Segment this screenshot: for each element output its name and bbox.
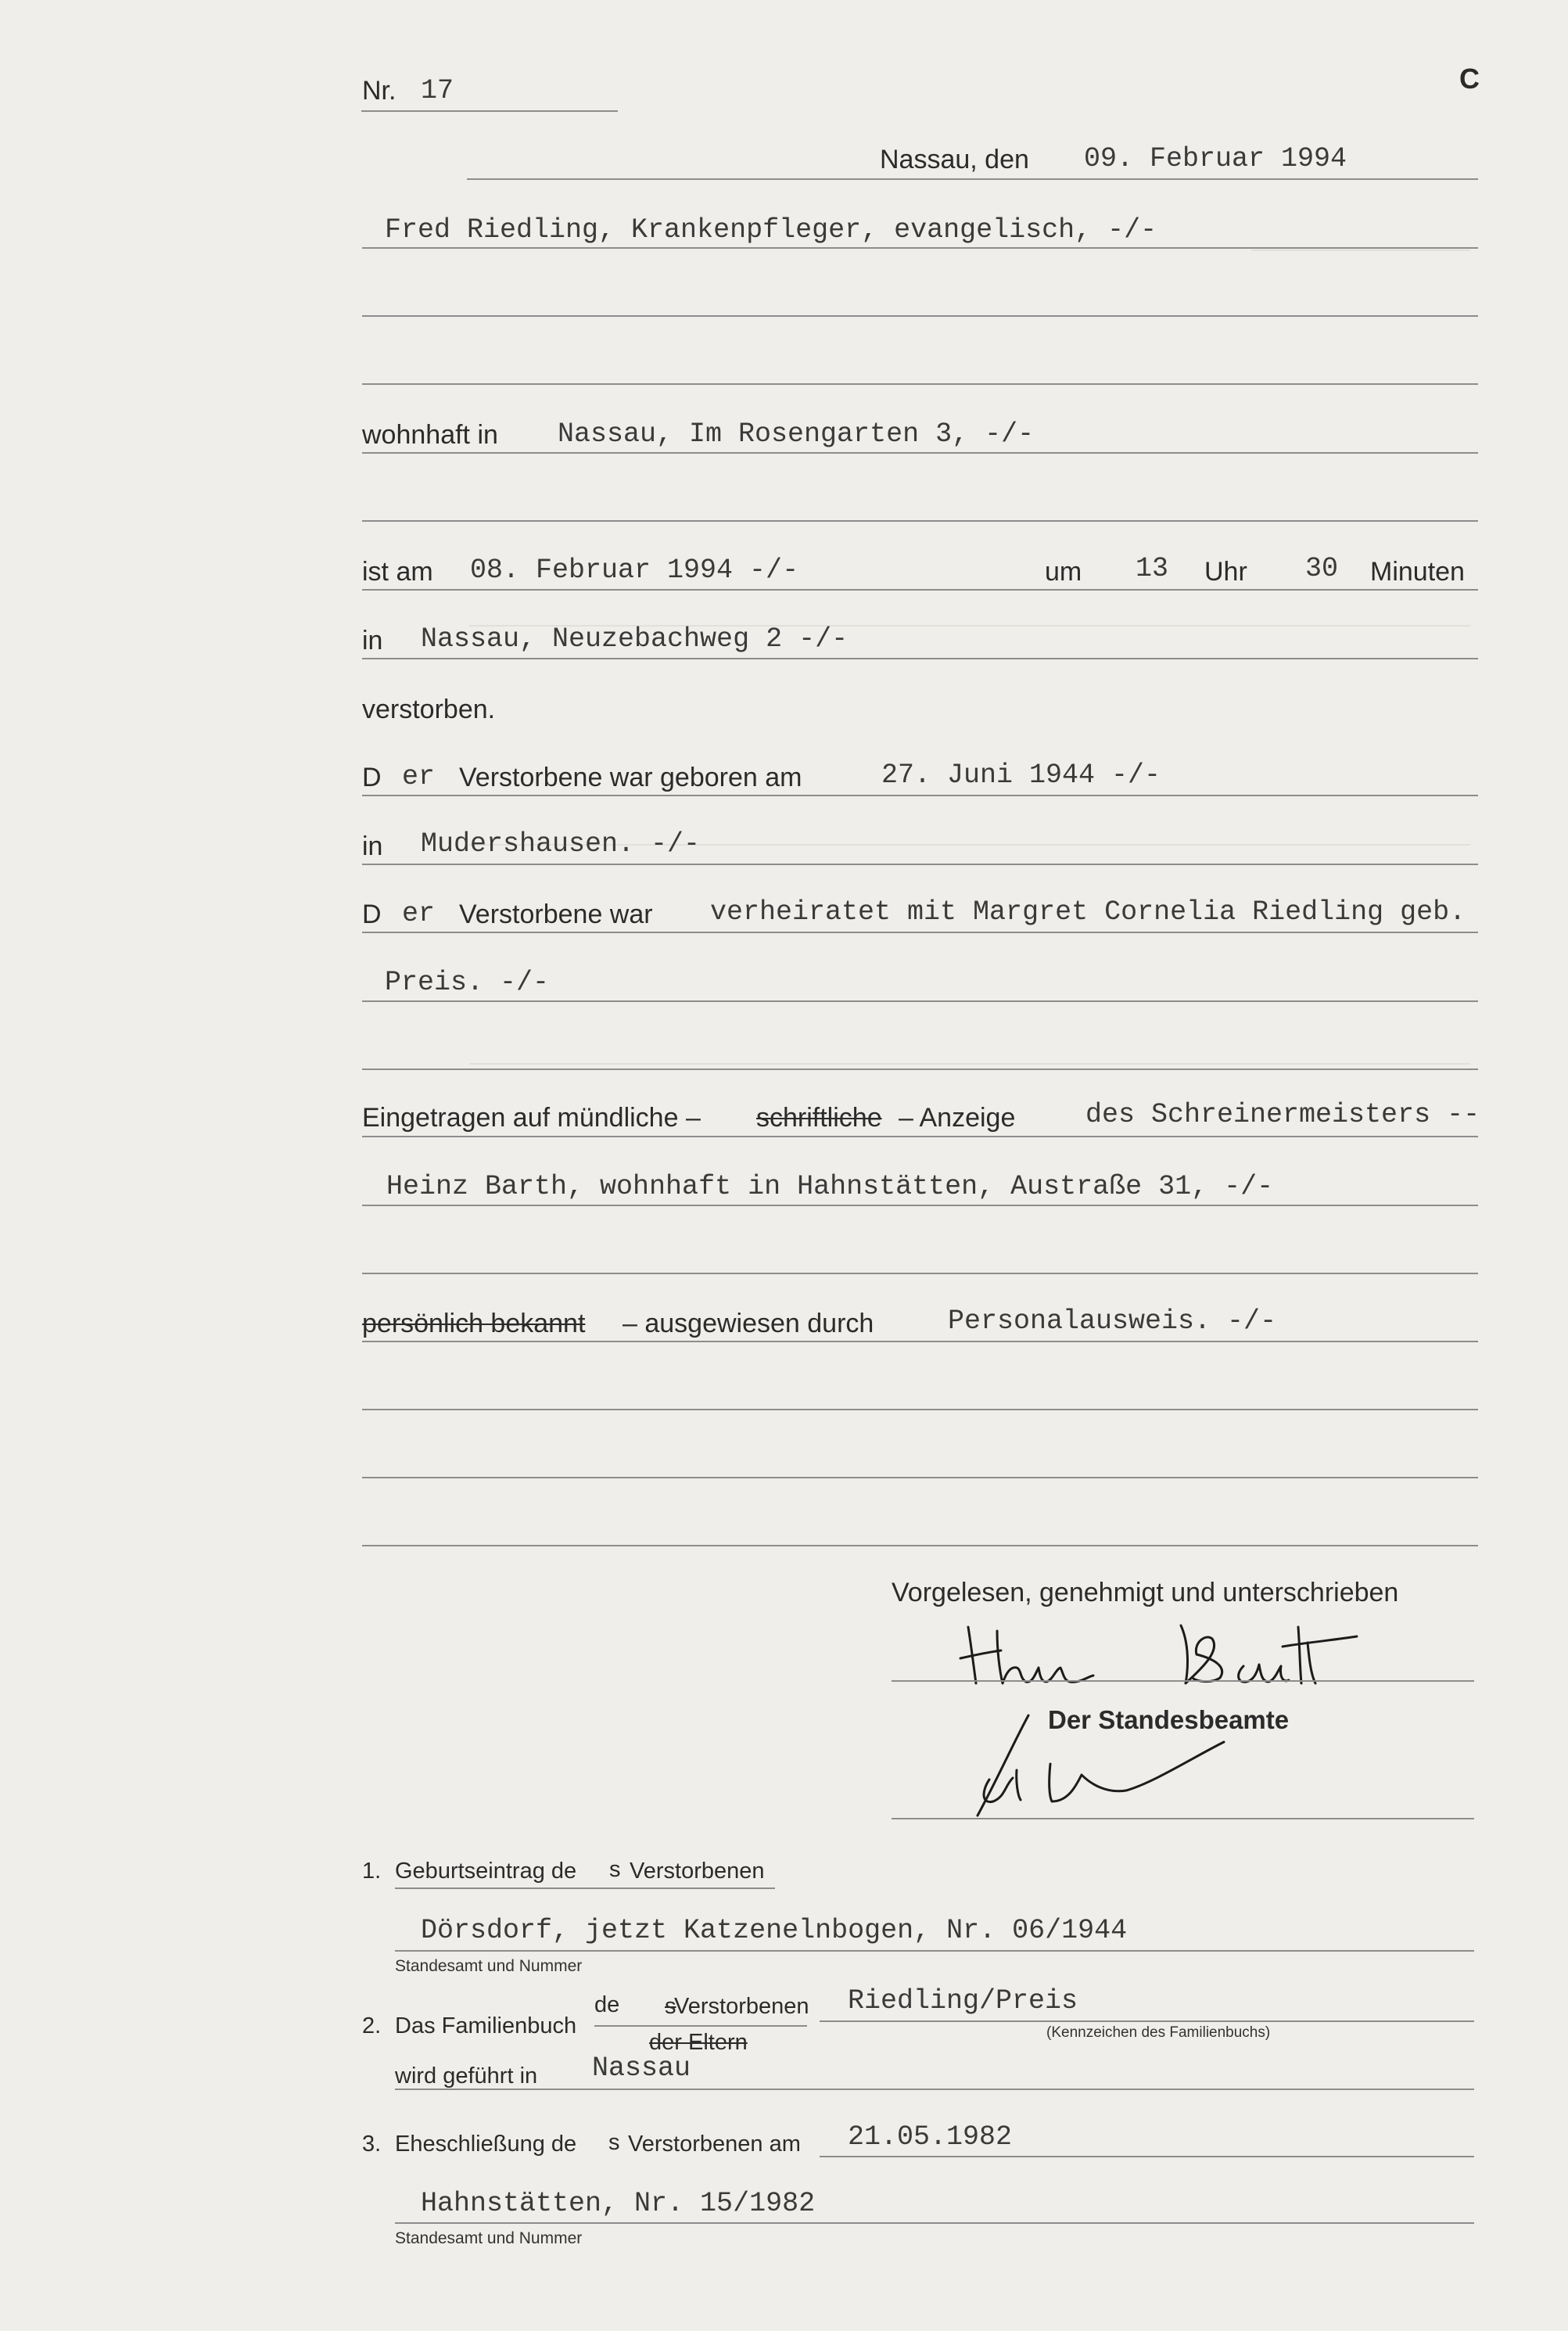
note1-number: 1.	[362, 1859, 382, 1884]
note2-de: de	[594, 1992, 620, 2017]
residence-label: wohnhaft in	[362, 420, 498, 450]
death-place-value: Nassau, Neuzebachweg 2 -/-	[421, 623, 849, 655]
declarant-signature	[954, 1611, 1361, 1697]
note3-label: Eheschließung de	[395, 2132, 577, 2157]
note1-value: Dörsdorf, jetzt Katzenelnbogen, Nr. 06/1944	[421, 1915, 1128, 1946]
note3-date-line	[820, 2156, 1474, 2157]
residence-line-2	[362, 520, 1478, 522]
um-label: um	[1045, 557, 1082, 587]
declarant-line-1	[362, 247, 1478, 249]
birth-label: Verstorbene war geboren am	[459, 763, 802, 792]
note1-s: s	[609, 1857, 621, 1882]
note3-date: 21.05.1982	[848, 2121, 1013, 2153]
residence-value: Nassau, Im Rosengarten 3, -/-	[558, 418, 1035, 450]
nr-label: Nr.	[362, 76, 396, 106]
death-place-label: in	[362, 626, 383, 655]
registration-label-struck: schriftliche	[756, 1103, 882, 1133]
note2-bracket-line	[594, 2025, 807, 2027]
birth-prefix-d: D	[362, 763, 382, 792]
note3-value-line	[395, 2222, 1474, 2224]
note3-suffix: Verstorbenen am	[628, 2132, 801, 2157]
id-value: Personalausweis. -/-	[948, 1306, 1277, 1337]
note3-value: Hahnstätten, Nr. 15/1982	[421, 2188, 816, 2219]
place-date-label: Nassau, den	[880, 145, 1029, 174]
minuten-label: Minuten	[1370, 557, 1465, 587]
death-date-line	[362, 589, 1478, 591]
note2-opt1: Verstorbenen	[674, 1994, 809, 2019]
birth-place-line	[362, 864, 1478, 865]
registrar-signature-line	[892, 1818, 1474, 1819]
declarant-signature-line	[892, 1680, 1474, 1682]
birth-prefix-er: er	[402, 761, 436, 792]
sheet-letter: C	[1459, 63, 1480, 95]
note2-number: 2.	[362, 2013, 382, 2038]
declarant-line: Fred Riedling, Krankenpfleger, evangelisch, -/-	[385, 214, 1157, 246]
death-date-value: 08. Februar 1994 -/-	[470, 555, 799, 586]
note2-opt2: der Eltern	[649, 2030, 748, 2055]
blank-line-1	[362, 1409, 1478, 1410]
show-through-lines	[469, 141, 1486, 1314]
uhr-label: Uhr	[1204, 557, 1247, 587]
note1-caption: Standesamt und Nummer	[395, 1957, 583, 1975]
note2-label: Das Familienbuch	[395, 2013, 577, 2038]
note2-kept-label: wird geführt in	[395, 2063, 538, 2089]
note1-suffix: Verstorbenen	[630, 1859, 765, 1884]
note2-value: Riedling/Preis	[848, 1985, 1078, 2017]
blank-line-2	[362, 1477, 1478, 1478]
note1-label: Geburtseintrag de	[395, 1859, 577, 1884]
nr-value: 17	[421, 75, 454, 106]
registration-line-3	[362, 1273, 1478, 1274]
note2-kept-value: Nassau	[592, 2053, 691, 2084]
note2-kept-line	[395, 2089, 1474, 2090]
registrar-title: Der Standesbeamte	[1048, 1705, 1290, 1734]
marriage-label: Verstorbene war	[459, 900, 653, 929]
declarant-line-3	[362, 383, 1478, 385]
note1-label-line	[395, 1887, 775, 1889]
registrar-signature	[958, 1709, 1255, 1819]
note2-caption: (Kennzeichen des Familienbuchs)	[1046, 2024, 1271, 2041]
birth-place-label: in	[362, 831, 383, 861]
nr-line	[361, 110, 618, 112]
birth-place-value: Mudershausen. -/-	[421, 828, 701, 860]
registration-label-a: Eingetragen auf mündliche –	[362, 1103, 701, 1133]
death-place-line	[362, 658, 1478, 659]
registration-label-b: – Anzeige	[899, 1103, 1016, 1133]
id-label: – ausgewiesen durch	[623, 1309, 874, 1338]
closing-text: Vorgelesen, genehmigt und unterschrieben	[892, 1578, 1399, 1607]
note3-number: 3.	[362, 2132, 382, 2157]
note2-value-line	[820, 2020, 1474, 2022]
marriage-value-2: Preis. -/-	[385, 967, 550, 998]
date-value: 09. Februar 1994	[1084, 143, 1347, 174]
id-line	[362, 1341, 1478, 1342]
note3-caption: Standesamt und Nummer	[395, 2229, 583, 2247]
registration-line-2	[362, 1205, 1478, 1206]
registration-value-1: des Schreinermeisters --	[1085, 1099, 1480, 1130]
registration-value-2: Heinz Barth, wohnhaft in Hahnstätten, Austraße 31, -/-	[386, 1171, 1274, 1202]
marriage-line-3	[362, 1069, 1478, 1070]
note1-value-line	[395, 1950, 1474, 1952]
marriage-value-1: verheiratet mit Margret Cornelia Riedling geb.	[710, 896, 1466, 928]
birth-date-line	[362, 795, 1478, 796]
show-through-block	[469, 141, 1486, 1314]
registration-line-1	[362, 1136, 1478, 1137]
minutes-value: 30	[1305, 553, 1339, 584]
declarant-line-2	[362, 315, 1478, 317]
date-line	[467, 178, 1478, 180]
residence-line	[362, 452, 1478, 454]
marriage-prefix-d: D	[362, 900, 382, 929]
note2-s: s	[665, 1994, 676, 2019]
hour-value: 13	[1136, 553, 1169, 584]
marriage-prefix-er: er	[402, 898, 436, 929]
marriage-line-1	[362, 932, 1478, 933]
note3-s: s	[608, 2130, 620, 2155]
id-struck: persönlich bekannt	[362, 1309, 586, 1338]
birth-date-value: 27. Juni 1944 -/-	[881, 760, 1161, 791]
blank-line-3	[362, 1545, 1478, 1546]
death-date-label: ist am	[362, 557, 433, 587]
marriage-line-2	[362, 1000, 1478, 1002]
verstorben-label: verstorben.	[362, 695, 496, 724]
